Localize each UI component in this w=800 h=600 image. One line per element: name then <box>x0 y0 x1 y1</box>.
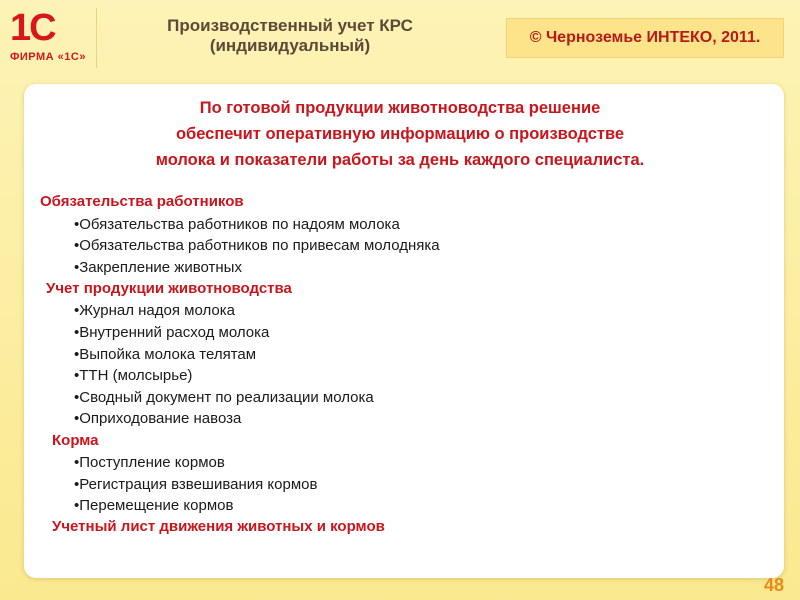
page-number: 48 <box>763 575 784 595</box>
list-item: •Закрепление животных <box>74 259 242 276</box>
intro-line-2: обеспечит оперативную информацию о производстве <box>175 125 625 143</box>
intro-line-1: По готовой продукции животноводства решение <box>199 99 601 117</box>
list-item: •Оприходование навоза <box>74 410 242 427</box>
list-item: •Регистрация взвешивания кормов <box>74 476 318 493</box>
list-item: •Сводный документ по реализации молока <box>74 389 374 406</box>
list-item: •Внутренний расход молока <box>74 324 270 341</box>
logo-1c <box>6 6 92 68</box>
slide-title-line-2: (индивидуальный) <box>209 36 371 55</box>
slide-title-line-1: Производственный учет КРС <box>167 16 413 35</box>
section-title-movement-sheet: Учетный лист движения животных и кормов <box>52 518 385 535</box>
list-item: •Поступление кормов <box>74 454 225 471</box>
slide-title <box>110 16 470 56</box>
list-item: •ТТН (молсырье) <box>74 367 193 384</box>
logo-mark: 1С <box>10 7 55 49</box>
slide-header <box>0 0 800 72</box>
logo-caption: ФИРМА «1С» <box>10 51 86 63</box>
intro-text <box>40 95 760 173</box>
list-item: •Выпойка молока телятам <box>74 346 257 363</box>
list-item: •Перемещение кормов <box>74 497 234 514</box>
header-divider <box>96 8 97 68</box>
list-item: •Обязательства работников по надоям молока <box>74 216 400 233</box>
section-title-feed: Корма <box>52 432 99 449</box>
list-item: •Обязательства работников по привесам молодняка <box>74 237 440 254</box>
intro-line-3: молока и показатели работы за день каждого специалиста. <box>155 151 645 169</box>
list-item: •Журнал надоя молока <box>74 302 235 319</box>
copyright-text: © Черноземье ИНТЕКО, 2011. <box>529 29 761 46</box>
copyright-box <box>506 18 784 58</box>
section-title-obligations: Обязательства работников <box>40 193 244 210</box>
section-title-production: Учет продукции животноводства <box>46 280 292 297</box>
